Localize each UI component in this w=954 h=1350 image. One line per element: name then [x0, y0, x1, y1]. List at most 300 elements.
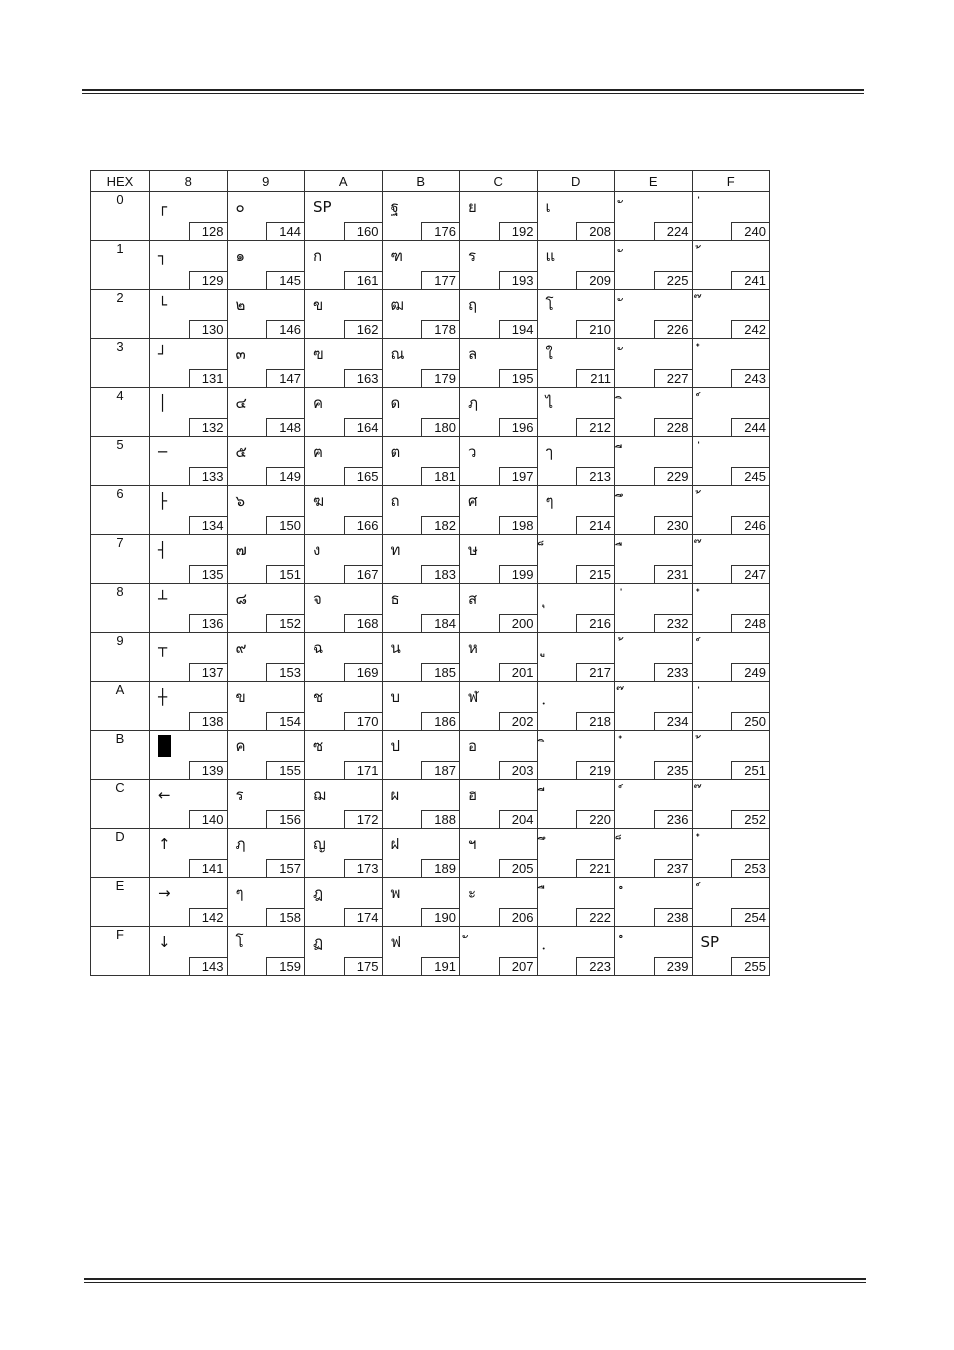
- char-glyph: ร: [468, 247, 477, 265]
- char-code: 254: [731, 908, 769, 926]
- char-cell: [537, 290, 615, 339]
- char-code: 247: [731, 565, 769, 583]
- char-glyph: ก: [313, 247, 323, 265]
- char-code: 193: [499, 271, 537, 289]
- char-cell: [615, 731, 693, 780]
- char-code: 213: [576, 467, 614, 485]
- char-glyph: ค: [235, 737, 246, 755]
- char-cell: [460, 290, 538, 339]
- char-code: 142: [189, 908, 227, 926]
- char-code: 241: [731, 271, 769, 289]
- char-code: 243: [731, 369, 769, 387]
- char-glyph: ├: [158, 492, 168, 510]
- char-code: 226: [654, 320, 692, 338]
- char-code: 249: [731, 663, 769, 681]
- char-code: 145: [266, 271, 304, 289]
- row-header: 3: [91, 339, 150, 388]
- char-glyph: ๖: [235, 492, 246, 510]
- char-cell: [150, 388, 228, 437]
- header-rule: [82, 89, 864, 91]
- char-cell: [382, 927, 460, 976]
- char-code: 220: [576, 810, 614, 828]
- char-glyph: ษ: [468, 541, 478, 559]
- char-cell: [537, 878, 615, 927]
- char-code: 163: [344, 369, 382, 387]
- table-row: [91, 192, 770, 241]
- table-row: [91, 829, 770, 878]
- table-row: [91, 339, 770, 388]
- char-code: 212: [576, 418, 614, 436]
- char-cell: [382, 829, 460, 878]
- char-code: 138: [189, 712, 227, 730]
- table-row: [91, 878, 770, 927]
- char-cell: [615, 878, 693, 927]
- char-glyph: ร: [235, 786, 244, 804]
- char-glyph: ฆ: [313, 492, 325, 510]
- char-code: 236: [654, 810, 692, 828]
- char-cell: [305, 241, 383, 290]
- char-cell: [150, 241, 228, 290]
- char-code: 171: [344, 761, 382, 779]
- char-cell: [460, 584, 538, 633]
- char-code: 251: [731, 761, 769, 779]
- char-cell: [150, 290, 228, 339]
- table-row: [91, 241, 770, 290]
- char-code: 202: [499, 712, 537, 730]
- char-cell: [537, 486, 615, 535]
- column-header: 8: [150, 171, 228, 192]
- char-cell: [692, 339, 770, 388]
- char-code: 248: [731, 614, 769, 632]
- row-header: 2: [91, 290, 150, 339]
- char-cell: [227, 780, 305, 829]
- char-cell: [692, 682, 770, 731]
- char-cell: [305, 192, 383, 241]
- char-code: 203: [499, 761, 537, 779]
- char-cell: [615, 633, 693, 682]
- char-glyph: ข: [313, 296, 324, 314]
- char-code: 157: [266, 859, 304, 877]
- table-row: [91, 927, 770, 976]
- char-code: 170: [344, 712, 382, 730]
- char-cell: [227, 731, 305, 780]
- char-glyph: ฯ: [468, 835, 477, 853]
- char-code: 156: [266, 810, 304, 828]
- char-code: 167: [344, 565, 382, 583]
- char-cell: [150, 584, 228, 633]
- row-header: D: [91, 829, 150, 878]
- char-glyph: ป: [390, 737, 401, 755]
- char-code: 242: [731, 320, 769, 338]
- char-cell: [615, 829, 693, 878]
- char-code: 218: [576, 712, 614, 730]
- char-glyph: ส: [468, 590, 478, 608]
- char-glyph: โ: [235, 933, 244, 951]
- char-cell: [305, 339, 383, 388]
- char-glyph: พ: [390, 884, 401, 902]
- char-cell: [537, 829, 615, 878]
- char-cell: [227, 878, 305, 927]
- char-cell: [227, 290, 305, 339]
- char-cell: [227, 192, 305, 241]
- char-glyph: ซ: [313, 737, 324, 755]
- char-cell: [692, 388, 770, 437]
- char-cell: [227, 927, 305, 976]
- char-cell: [460, 535, 538, 584]
- char-glyph: ค: [313, 394, 324, 412]
- char-cell: [615, 192, 693, 241]
- char-glyph: ฃ: [313, 345, 324, 363]
- char-glyph: ฌ: [313, 786, 326, 804]
- table-row: [91, 731, 770, 780]
- char-code: 173: [344, 859, 382, 877]
- char-glyph: ณ: [390, 345, 405, 363]
- char-code: 154: [266, 712, 304, 730]
- char-code: 199: [499, 565, 537, 583]
- char-code: 146: [266, 320, 304, 338]
- char-code: 143: [189, 957, 227, 975]
- char-cell: [692, 584, 770, 633]
- char-cell: [382, 388, 460, 437]
- char-glyph: ─: [158, 443, 168, 461]
- char-code: 165: [344, 467, 382, 485]
- char-glyph: ฮ: [468, 786, 478, 804]
- row-header: 7: [91, 535, 150, 584]
- char-code: 239: [654, 957, 692, 975]
- table-row: [91, 486, 770, 535]
- char-glyph: ๑: [235, 247, 246, 265]
- char-glyph: ไ: [545, 394, 554, 412]
- char-cell: [460, 731, 538, 780]
- char-cell: [537, 339, 615, 388]
- char-glyph: ว: [468, 443, 477, 461]
- char-code: 188: [421, 810, 459, 828]
- char-glyph: จ: [313, 590, 322, 608]
- char-code: 144: [266, 222, 304, 240]
- char-glyph: ช: [313, 688, 324, 706]
- char-code: 207: [499, 957, 537, 975]
- char-code: 168: [344, 614, 382, 632]
- char-glyph: ง: [313, 541, 321, 559]
- char-code: 201: [499, 663, 537, 681]
- char-code: 240: [731, 222, 769, 240]
- char-glyph: ┤: [158, 541, 168, 559]
- char-glyph: ๒: [235, 296, 246, 314]
- hex-corner-header: HEX: [91, 171, 150, 192]
- column-header: 9: [227, 171, 305, 192]
- char-cell: [615, 486, 693, 535]
- char-cell: [150, 829, 228, 878]
- table-row: [91, 388, 770, 437]
- char-cell: [305, 829, 383, 878]
- char-cell: [382, 437, 460, 486]
- char-cell: [227, 388, 305, 437]
- char-code: 174: [344, 908, 382, 926]
- char-code: 250: [731, 712, 769, 730]
- char-cell: [615, 290, 693, 339]
- char-glyph: ท: [390, 541, 401, 559]
- char-glyph: ล: [468, 345, 478, 363]
- char-code: 182: [421, 516, 459, 534]
- char-cell: [150, 633, 228, 682]
- char-glyph: └: [158, 296, 168, 314]
- char-code: 210: [576, 320, 614, 338]
- char-cell: [692, 829, 770, 878]
- char-code: 140: [189, 810, 227, 828]
- char-code: 178: [421, 320, 459, 338]
- char-code: 159: [266, 957, 304, 975]
- char-glyph: ฉ: [313, 639, 324, 657]
- char-glyph: ฬ: [468, 688, 479, 706]
- char-code: 196: [499, 418, 537, 436]
- char-glyph: ฎ: [313, 884, 324, 902]
- char-code: 209: [576, 271, 614, 289]
- char-code: 192: [499, 222, 537, 240]
- char-cell: [537, 682, 615, 731]
- char-code: 229: [654, 467, 692, 485]
- char-cell: [305, 584, 383, 633]
- char-cell: [305, 535, 383, 584]
- char-glyph: │: [158, 394, 168, 412]
- char-glyph: บ: [390, 688, 401, 706]
- char-cell: [537, 584, 615, 633]
- char-glyph: ๗: [235, 541, 247, 559]
- char-code: 160: [344, 222, 382, 240]
- char-cell: [382, 633, 460, 682]
- char-glyph: ┐: [158, 247, 168, 265]
- char-cell: [460, 192, 538, 241]
- char-glyph: ด: [390, 394, 401, 412]
- char-glyph: อ: [468, 737, 478, 755]
- char-cell: [382, 535, 460, 584]
- char-code: 136: [189, 614, 227, 632]
- char-code: 204: [499, 810, 537, 828]
- char-glyph: [158, 737, 171, 757]
- char-cell: [537, 535, 615, 584]
- char-cell: [537, 927, 615, 976]
- char-code: 190: [421, 908, 459, 926]
- table-row: [91, 780, 770, 829]
- row-header: F: [91, 927, 150, 976]
- char-code: 223: [576, 957, 614, 975]
- char-glyph: ┌: [158, 198, 168, 216]
- char-glyph: ญ: [313, 835, 326, 853]
- char-code: 139: [189, 761, 227, 779]
- char-glyph: ห: [468, 639, 478, 657]
- char-glyph: ┼: [158, 688, 168, 706]
- row-header: A: [91, 682, 150, 731]
- char-cell: [150, 535, 228, 584]
- char-code: 244: [731, 418, 769, 436]
- char-glyph: ธ: [390, 590, 400, 608]
- char-cell: [692, 535, 770, 584]
- char-cell: [460, 486, 538, 535]
- char-cell: [692, 192, 770, 241]
- char-cell: [692, 290, 770, 339]
- char-glyph: ๐: [235, 198, 245, 216]
- char-cell: [382, 241, 460, 290]
- char-cell: [615, 437, 693, 486]
- char-cell: [227, 535, 305, 584]
- char-cell: [150, 927, 228, 976]
- char-glyph: แ: [545, 247, 556, 265]
- char-glyph: ต: [390, 443, 401, 461]
- char-code: 147: [266, 369, 304, 387]
- char-cell: [615, 535, 693, 584]
- char-cell: [460, 388, 538, 437]
- char-cell: [382, 780, 460, 829]
- column-header: E: [615, 171, 693, 192]
- char-glyph: ฦ: [235, 835, 246, 853]
- char-code: 233: [654, 663, 692, 681]
- char-code: 198: [499, 516, 537, 534]
- char-code: 162: [344, 320, 382, 338]
- char-code: 164: [344, 418, 382, 436]
- char-glyph: ↓: [158, 933, 171, 951]
- char-code: 130: [189, 320, 227, 338]
- char-cell: [537, 388, 615, 437]
- char-code: 224: [654, 222, 692, 240]
- char-code: 208: [576, 222, 614, 240]
- char-code: 177: [421, 271, 459, 289]
- char-cell: [692, 927, 770, 976]
- char-cell: [382, 339, 460, 388]
- char-cell: [305, 437, 383, 486]
- char-cell: [150, 339, 228, 388]
- table-row: [91, 682, 770, 731]
- row-header: B: [91, 731, 150, 780]
- char-code: 222: [576, 908, 614, 926]
- char-cell: [460, 633, 538, 682]
- char-cell: [460, 682, 538, 731]
- char-code: 166: [344, 516, 382, 534]
- char-glyph: ฅ: [313, 443, 324, 461]
- char-cell: [615, 584, 693, 633]
- char-cell: [227, 241, 305, 290]
- char-code: 161: [344, 271, 382, 289]
- header-row: [91, 171, 770, 192]
- char-code: 253: [731, 859, 769, 877]
- char-code: 237: [654, 859, 692, 877]
- char-cell: [227, 339, 305, 388]
- column-header: F: [692, 171, 770, 192]
- char-glyph: ศ: [468, 492, 478, 510]
- char-code: 211: [576, 369, 614, 387]
- char-code: 214: [576, 516, 614, 534]
- char-cell: [692, 241, 770, 290]
- char-cell: [460, 927, 538, 976]
- char-cell: [150, 731, 228, 780]
- char-code: 185: [421, 663, 459, 681]
- char-cell: [537, 633, 615, 682]
- row-header: 0: [91, 192, 150, 241]
- char-cell: [305, 682, 383, 731]
- char-cell: [305, 927, 383, 976]
- char-cell: [615, 388, 693, 437]
- char-code: 137: [189, 663, 227, 681]
- table-row: [91, 633, 770, 682]
- table-row: [91, 437, 770, 486]
- char-cell: [615, 780, 693, 829]
- table-row: [91, 290, 770, 339]
- char-glyph: ๙: [235, 639, 247, 657]
- char-code: 221: [576, 859, 614, 877]
- char-glyph: ผ: [390, 786, 400, 804]
- char-glyph: ↑: [158, 835, 171, 853]
- char-code: 131: [189, 369, 227, 387]
- char-glyph: ┘: [158, 345, 168, 363]
- column-header: A: [305, 171, 383, 192]
- char-cell: [692, 780, 770, 829]
- char-code: 232: [654, 614, 692, 632]
- char-glyph: เ: [545, 198, 551, 216]
- char-glyph: SP: [700, 933, 720, 951]
- table-row: [91, 535, 770, 584]
- char-code: 228: [654, 418, 692, 436]
- char-cell: [460, 780, 538, 829]
- char-cell: [150, 780, 228, 829]
- row-header: 1: [91, 241, 150, 290]
- char-cell: [537, 192, 615, 241]
- char-code: 194: [499, 320, 537, 338]
- char-code: 176: [421, 222, 459, 240]
- char-cell: [692, 437, 770, 486]
- char-cell: [537, 437, 615, 486]
- char-cell: [460, 339, 538, 388]
- footer-rule: [84, 1278, 866, 1280]
- row-header: 9: [91, 633, 150, 682]
- char-glyph: →: [158, 884, 171, 902]
- char-cell: [692, 486, 770, 535]
- char-glyph: ฐ: [390, 198, 399, 216]
- row-header: E: [91, 878, 150, 927]
- char-code: 148: [266, 418, 304, 436]
- char-cell: [150, 192, 228, 241]
- char-code: 234: [654, 712, 692, 730]
- char-cell: [382, 192, 460, 241]
- char-code: 172: [344, 810, 382, 828]
- char-glyph: ย: [468, 198, 477, 216]
- char-code: 183: [421, 565, 459, 583]
- char-code: 187: [421, 761, 459, 779]
- char-glyph: ๆ: [235, 884, 244, 902]
- char-cell: [227, 633, 305, 682]
- char-glyph: ฑ: [390, 247, 403, 265]
- char-code: 215: [576, 565, 614, 583]
- char-code: 205: [499, 859, 537, 877]
- char-cell: [460, 437, 538, 486]
- char-code: 246: [731, 516, 769, 534]
- row-header: 8: [91, 584, 150, 633]
- char-cell: [227, 486, 305, 535]
- char-cell: [382, 878, 460, 927]
- char-cell: [227, 829, 305, 878]
- char-cell: [537, 731, 615, 780]
- char-glyph: ┴: [158, 590, 168, 608]
- char-cell: [460, 829, 538, 878]
- char-glyph: ๕: [235, 443, 247, 461]
- char-code: 129: [189, 271, 227, 289]
- char-code: 134: [189, 516, 227, 534]
- char-glyph: ๆ: [545, 492, 554, 510]
- char-cell: [692, 633, 770, 682]
- char-code: 235: [654, 761, 692, 779]
- code-table: [90, 170, 770, 976]
- char-cell: [150, 437, 228, 486]
- char-code: 186: [421, 712, 459, 730]
- row-header: 6: [91, 486, 150, 535]
- column-header: C: [460, 171, 538, 192]
